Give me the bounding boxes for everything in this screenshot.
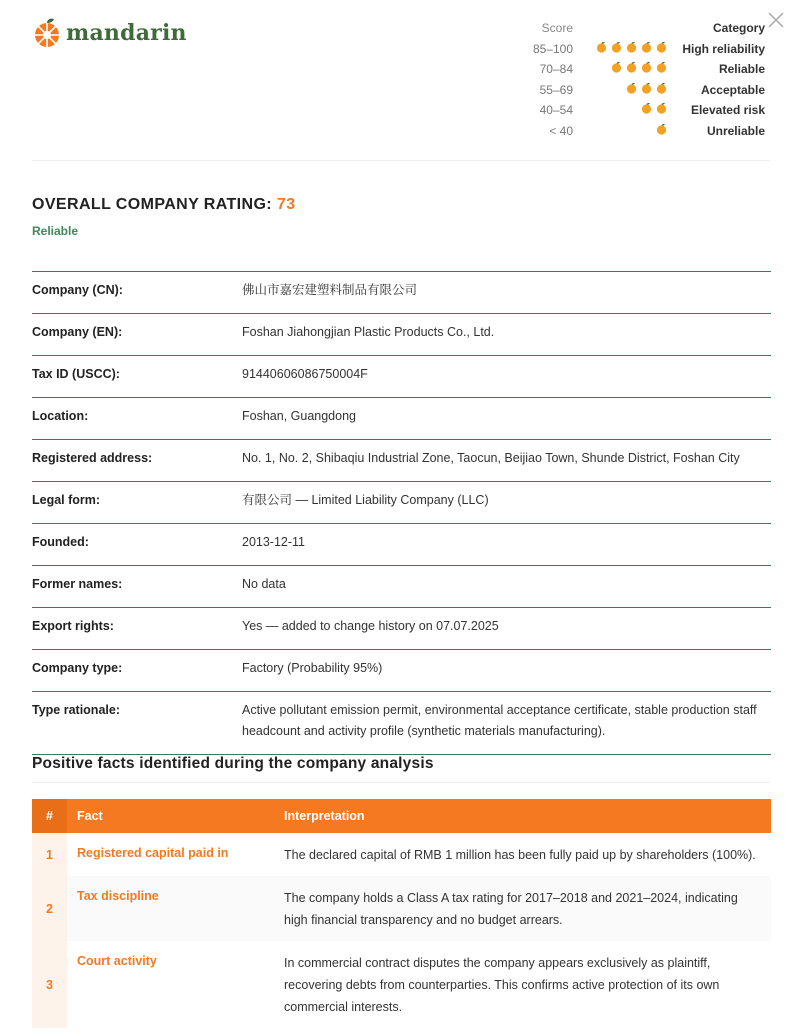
positive-facts-table bbox=[32, 799, 771, 1028]
info-row bbox=[32, 566, 771, 608]
legend-score-range: 85–100 bbox=[532, 41, 573, 56]
rating-title-text: OVERALL COMPANY RATING: bbox=[32, 196, 273, 213]
facts-header-interpretation: Interpretation bbox=[284, 809, 365, 823]
info-key: Company type: bbox=[32, 661, 123, 675]
fact-title: Court activity bbox=[77, 954, 157, 968]
info-key: Legal form: bbox=[32, 493, 101, 507]
mandarin-fruit-icon bbox=[641, 82, 652, 94]
facts-header bbox=[32, 799, 771, 833]
legend-score-range: 55–69 bbox=[539, 82, 573, 97]
info-key: Company (EN): bbox=[32, 325, 123, 339]
info-value: No data bbox=[242, 577, 286, 591]
info-key: Former names: bbox=[32, 577, 123, 591]
info-row bbox=[32, 608, 771, 650]
mandarin-fruit-icon bbox=[641, 102, 652, 114]
legend-category: Elevated risk bbox=[690, 103, 765, 117]
legend-row bbox=[490, 121, 770, 142]
mandarin-fruit-icon bbox=[611, 61, 622, 73]
info-row bbox=[32, 398, 771, 440]
info-row bbox=[32, 482, 771, 524]
fact-number: 2 bbox=[32, 876, 67, 941]
legend-fruit-icons bbox=[641, 102, 667, 114]
info-value: 2013-12-11 bbox=[242, 535, 306, 549]
info-row bbox=[32, 692, 771, 755]
fact-interpretation: In commercial contract disputes the company appears exclusively as plaintiff, recovering debts from counterparties. This confirms active protection of its own commercial interests. bbox=[284, 956, 720, 1014]
mandarin-logo-icon bbox=[32, 18, 62, 48]
legend-fruit-icons bbox=[626, 82, 667, 94]
rating-score: 73 bbox=[276, 196, 296, 213]
legend-score-range: < 40 bbox=[549, 123, 573, 138]
info-key: Type rationale: bbox=[32, 703, 120, 717]
fact-number: 1 bbox=[32, 833, 67, 876]
overall-rating-title bbox=[32, 196, 296, 214]
info-key: Location: bbox=[32, 409, 89, 423]
mandarin-fruit-icon bbox=[656, 123, 667, 135]
info-value: Yes — added to change history on 07.07.2025 bbox=[242, 619, 499, 633]
fact-title: Tax discipline bbox=[77, 889, 159, 903]
facts-header-num: # bbox=[32, 799, 67, 833]
facts-header-fact: Fact bbox=[77, 809, 103, 823]
positive-facts-title: Positive facts identified during the company analysis bbox=[32, 755, 434, 772]
legend-row bbox=[490, 100, 770, 121]
info-key: Company (CN): bbox=[32, 283, 123, 297]
legend-score-range: 40–54 bbox=[539, 103, 573, 117]
info-value: 91440606086750004F bbox=[242, 367, 368, 381]
info-row bbox=[32, 524, 771, 566]
mandarin-fruit-icon bbox=[626, 61, 637, 73]
rating-legend bbox=[490, 18, 770, 141]
info-value: 有限公司 — Limited Liability Company (LLC) bbox=[242, 493, 489, 507]
info-value: Factory (Probability 95%) bbox=[242, 661, 383, 675]
info-value: Active pollutant emission permit, environmental acceptance certificate, stable production staff headcount and activity profile (synthetic materials manufacturing). bbox=[242, 703, 757, 738]
mandarin-fruit-icon bbox=[656, 82, 667, 94]
info-value: Foshan Jiahongjian Plastic Products Co., Ltd. bbox=[242, 325, 495, 339]
legend-category: High reliability bbox=[682, 41, 765, 56]
brand-logo[interactable] bbox=[32, 18, 187, 48]
info-row bbox=[32, 650, 771, 692]
info-row bbox=[32, 272, 771, 314]
info-key: Registered address: bbox=[32, 451, 153, 465]
fact-row bbox=[32, 941, 771, 1028]
mandarin-fruit-icon bbox=[641, 61, 652, 73]
rating-category-label: Reliable bbox=[32, 224, 79, 238]
legend-category: Reliable bbox=[718, 62, 765, 76]
fact-number: 3 bbox=[32, 941, 67, 1028]
legend-row bbox=[490, 80, 770, 101]
brand-name: mandarin bbox=[66, 20, 187, 46]
legend-row bbox=[490, 59, 770, 80]
info-value: 佛山市嘉宏建塑料制品有限公司 bbox=[242, 283, 418, 297]
legend-fruit-icons bbox=[611, 61, 667, 73]
fact-interpretation: The declared capital of RMB 1 million has been fully paid up by shareholders (100%). bbox=[284, 848, 756, 862]
info-value: Foshan, Guangdong bbox=[242, 409, 356, 423]
mandarin-fruit-icon bbox=[626, 82, 637, 94]
legend-fruit-icons bbox=[656, 123, 667, 135]
legend-header bbox=[490, 18, 770, 39]
mandarin-fruit-icon bbox=[611, 41, 622, 53]
mandarin-fruit-icon bbox=[656, 61, 667, 73]
info-row bbox=[32, 314, 771, 356]
mandarin-fruit-icon bbox=[626, 41, 637, 53]
info-key: Tax ID (USCC): bbox=[32, 367, 120, 381]
fact-interpretation: The company holds a Class A tax rating for 2017–2018 and 2021–2024, indicating high financial transparency and no budget arrears. bbox=[284, 891, 738, 927]
fact-title: Registered capital paid in bbox=[77, 846, 229, 860]
mandarin-fruit-icon bbox=[656, 102, 667, 114]
fact-row bbox=[32, 876, 771, 941]
legend-fruit-icons bbox=[596, 41, 667, 53]
info-row bbox=[32, 440, 771, 482]
info-key: Export rights: bbox=[32, 619, 114, 633]
legend-score-range: 70–84 bbox=[539, 62, 573, 76]
legend-row bbox=[490, 39, 770, 60]
company-info-table bbox=[32, 271, 771, 755]
legend-score-header: Score bbox=[541, 21, 573, 35]
legend-category: Acceptable bbox=[700, 82, 765, 97]
legend-category-header: Category bbox=[712, 21, 765, 35]
info-key: Founded: bbox=[32, 535, 89, 549]
section-divider bbox=[32, 782, 770, 783]
info-value: No. 1, No. 2, Shibaqiu Industrial Zone, Taocun, Beijiao Town, Shunde District, Foshan City bbox=[242, 451, 740, 465]
info-row bbox=[32, 356, 771, 398]
fact-row bbox=[32, 833, 771, 876]
mandarin-fruit-icon bbox=[596, 41, 607, 53]
legend-category: Unreliable bbox=[706, 123, 765, 138]
header-divider bbox=[32, 160, 770, 161]
mandarin-fruit-icon bbox=[656, 41, 667, 53]
mandarin-fruit-icon bbox=[641, 41, 652, 53]
